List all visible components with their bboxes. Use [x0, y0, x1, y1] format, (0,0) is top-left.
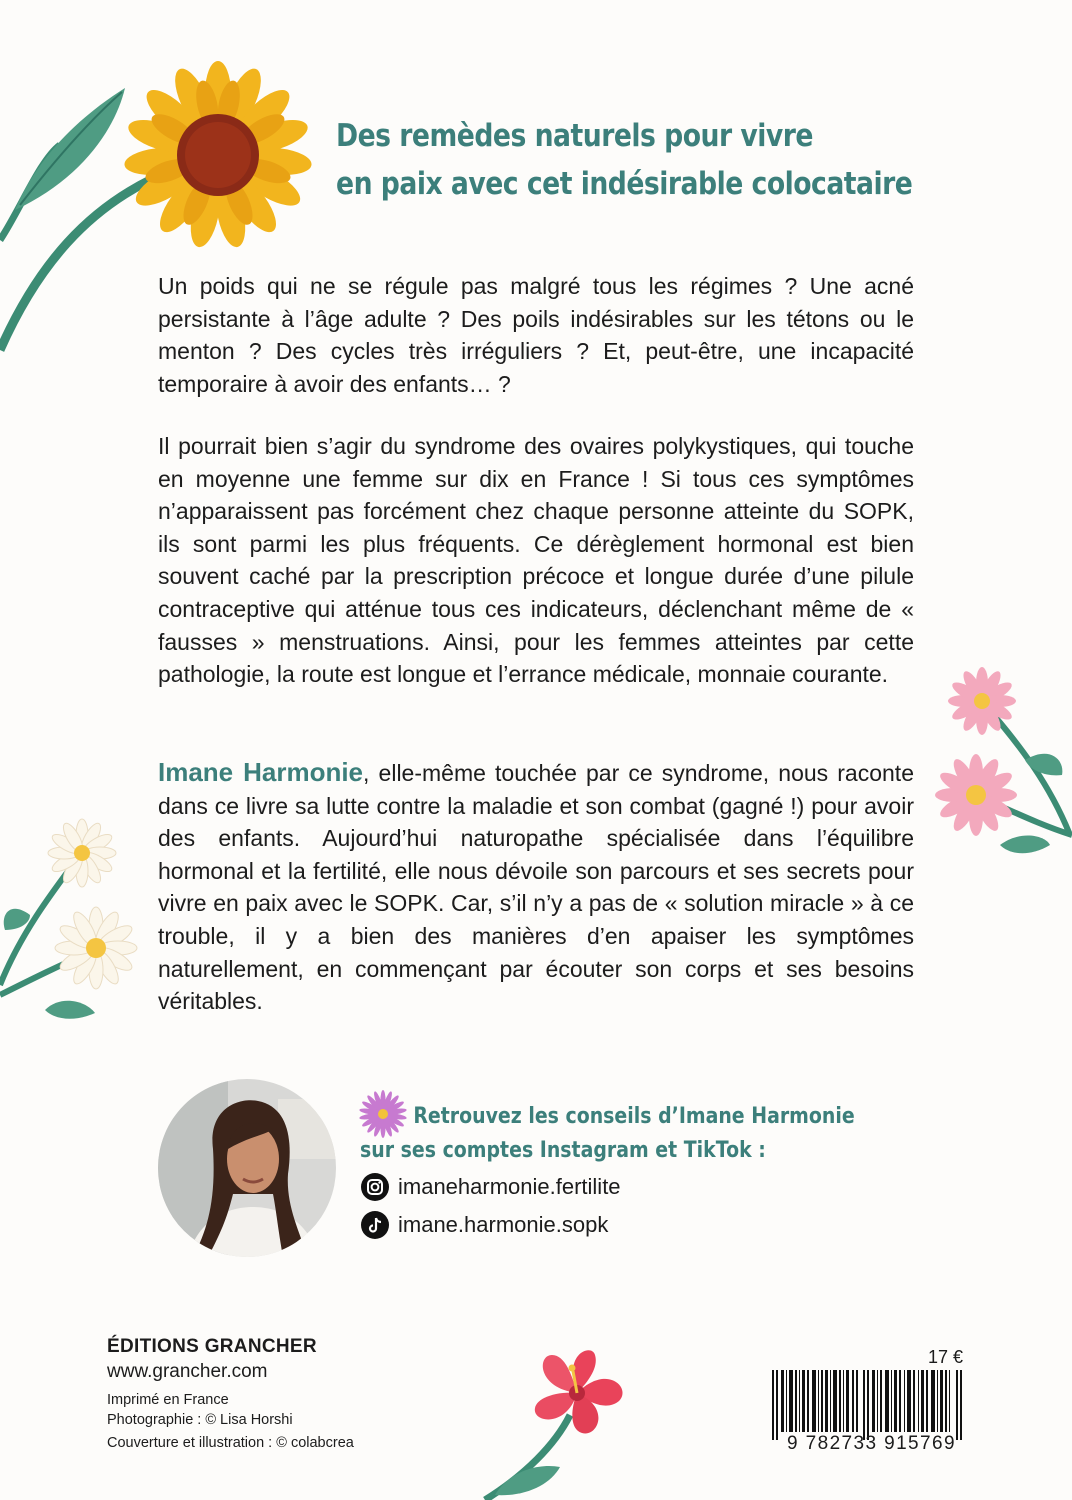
publisher-website[interactable]: www.grancher.com: [107, 1361, 268, 1382]
author-portrait: [158, 1079, 336, 1257]
isbn-number: 9 782733 915769: [787, 1433, 956, 1454]
syndrome-paragraph: Il pourrait bien s’agir du syndrome des ovaires polykystiques, qui touche en moyenne une femme sur dix en France ! Si tous ces symptômes n’apparaissent pas forcément chez chaque personne atteinte du SOPK, ils sont parmi les plus fréquents. Ce dérèglement hormonal est bien souvent caché par la prescription précoce et longue durée d’une pilule contraceptive qui atténue tous ces indicateurs, déclenchant même de « fausses » menstruations. Ainsi, pour les femmes atteintes par cette pathologie, la route est longue et l’errance médicale, monnaie courante.: [158, 433, 914, 688]
photo-credit: Photographie : © Lisa Horshi: [107, 1412, 293, 1428]
cover-credit: Couverture et illustration : © colabcrea: [107, 1435, 354, 1451]
instagram-handle[interactable]: imaneharmonie.fertilite: [398, 1174, 621, 1199]
author-paragraph: [158, 756, 914, 1018]
publisher-name: ÉDITIONS GRANCHER: [107, 1336, 317, 1357]
social-heading: [360, 1100, 855, 1168]
tiktok-icon: [361, 1211, 389, 1239]
white-daisies-illustration: [0, 815, 140, 1025]
tagline-line-2: en paix avec cet indésirable colocataire: [336, 166, 913, 202]
author-paragraph-text: , elle-même touchée par ce syndrome, nous raconte dans ce livre sa lutte contre la maladie et son combat (gagné !) pour avoir des enfants. Aujourd’hui naturopathe spécialisée dans l’équilibre hormonal et la fertilité, elle nous dévoile son parcours et ses secrets pour vivre en paix avec le SOPK. Car, s’il n’y a pas de « solution miracle » à ce trouble, il y a bien des manières d’en apaiser les symptômes naturellement, en commençant par écouter son corps et ses besoins véritables.: [158, 760, 914, 1015]
intro-paragraph: Un poids qui ne se régule pas malgré tous les régimes ? Une acné persistante à l’âge adulte ? Des poils indésirables sur les tétons ou le menton ? Des cycles très irréguliers ? Et, peut-être, une incapacité temporaire à avoir des enfants… ?: [158, 273, 914, 397]
printed-in: Imprimé en France: [107, 1392, 229, 1408]
author-name: Imane Harmonie: [158, 757, 364, 787]
pink-daisies-illustration: [930, 665, 1072, 875]
hibiscus-illustration: [465, 1345, 640, 1500]
tagline-line-1: Des remèdes naturels pour vivre: [336, 118, 813, 154]
tiktok-account[interactable]: [361, 1210, 608, 1240]
tagline: [336, 112, 913, 208]
author-photo: [158, 1079, 336, 1257]
social-heading-line-1: Retrouvez les conseils d’Imane Harmonie: [413, 1104, 855, 1129]
instagram-icon: [361, 1173, 389, 1201]
instagram-account[interactable]: [361, 1172, 621, 1202]
price-label: 17 €: [928, 1347, 964, 1367]
tiktok-handle[interactable]: imane.harmonie.sopk: [398, 1212, 609, 1237]
social-heading-line-2: sur ses comptes Instagram et TikTok :: [360, 1138, 766, 1163]
barcode: [772, 1370, 964, 1440]
